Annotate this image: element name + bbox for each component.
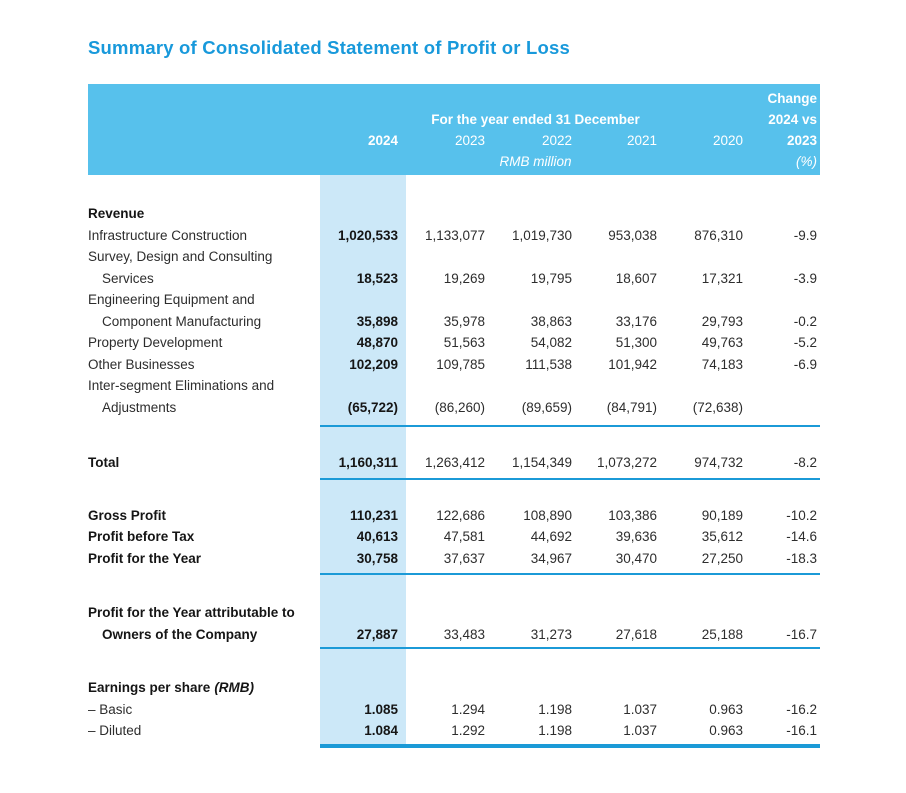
value-2023: 1.294 [451, 701, 485, 717]
divider-rule [320, 478, 820, 480]
header-period-label: For the year ended 31 December [431, 112, 640, 127]
value-2021: 1.037 [623, 701, 657, 717]
value-2023: 19,269 [443, 270, 485, 286]
value-2022: 108,890 [523, 507, 572, 523]
divider-rule [320, 647, 820, 649]
report-content [88, 0, 820, 748]
row-label: Total [88, 455, 120, 470]
value-2021: 101,942 [608, 356, 657, 372]
value-2021: 27,618 [615, 626, 657, 642]
table-row-profit-before-tax [88, 526, 820, 548]
value-2024: 1.084 [364, 723, 398, 738]
table-row-profit-attributable-owners [88, 602, 820, 645]
value-2020: 35,612 [701, 529, 743, 544]
value-2024: 30,758 [356, 550, 398, 566]
table-row-property-development [88, 332, 820, 354]
divider-rule [320, 573, 820, 575]
value-2023: 37,637 [443, 550, 485, 566]
header-change-sub: 2024 vs [768, 112, 817, 127]
value-change: -3.9 [793, 270, 817, 286]
value-2024: 40,613 [356, 529, 398, 544]
value-2023: 1.292 [451, 723, 485, 738]
value-2022: 1,154,349 [511, 455, 572, 470]
value-2022: (89,659) [521, 399, 572, 415]
value-2020: 25,188 [701, 626, 743, 642]
header-unit-label: RMB million [499, 154, 572, 169]
value-change: -16.7 [786, 626, 817, 642]
header-year-2022: 2022 [541, 133, 572, 148]
row-label: Earnings per share (RMB) [88, 680, 255, 695]
header-year-2023: 2023 [454, 133, 485, 148]
value-2024: 18,523 [356, 270, 398, 286]
value-2020: 974,732 [694, 455, 743, 470]
value-2024: 48,870 [356, 335, 398, 350]
table-row-section-revenue [88, 203, 820, 225]
row-label: Profit for the Year attributable to Owners of the Company [88, 605, 295, 642]
header-change-unit: (%) [796, 154, 817, 169]
table-row-other-businesses [88, 354, 820, 376]
table-row-profit-for-year [88, 548, 820, 570]
value-change: -16.1 [786, 723, 817, 738]
row-label: Gross Profit [88, 507, 167, 523]
value-2023: 47,581 [443, 529, 485, 544]
value-2023: 109,785 [436, 356, 485, 372]
value-2020: 27,250 [701, 550, 743, 566]
value-2022: 31,273 [530, 626, 572, 642]
header-year-2020: 2020 [712, 133, 743, 148]
table-row-infrastructure-construction [88, 225, 820, 247]
value-2023: 33,483 [443, 626, 485, 642]
table-row-intersegment-eliminations [88, 375, 820, 418]
value-2023: 1,133,077 [424, 227, 485, 243]
value-2022: 1,019,730 [511, 227, 572, 243]
value-2023: 1,263,412 [424, 455, 485, 470]
value-change: -9.9 [793, 227, 817, 243]
value-2024: 1,020,533 [337, 227, 398, 243]
value-2022: 44,692 [530, 529, 572, 544]
header-change-label: Change [767, 90, 817, 106]
value-2022: 19,795 [530, 270, 572, 286]
value-2023: 51,563 [443, 335, 485, 350]
value-2020: 876,310 [694, 227, 743, 243]
row-label: Revenue [88, 206, 145, 221]
rmb-suffix: (RMB) [214, 680, 255, 695]
value-2021: 103,386 [608, 507, 657, 523]
value-2021: 953,038 [608, 227, 657, 243]
table-row-engineering-equipment [88, 289, 820, 332]
row-label: Profit before Tax [88, 529, 195, 544]
value-2024: (65,722) [347, 399, 398, 415]
value-2021: 18,607 [615, 270, 657, 286]
value-2020: 29,793 [701, 313, 743, 329]
row-label: – Basic [88, 701, 133, 717]
table-header-band [88, 84, 820, 175]
value-2022: 1.198 [538, 701, 572, 717]
value-change: -16.2 [786, 701, 817, 717]
value-2022: 34,967 [530, 550, 572, 566]
value-2022: 38,863 [530, 313, 572, 329]
row-label: Infrastructure Construction [88, 227, 248, 243]
value-change: -5.2 [793, 335, 817, 350]
value-2021: 39,636 [615, 529, 657, 544]
row-label: – Diluted [88, 723, 142, 738]
value-2021: 51,300 [615, 335, 657, 350]
header-change-year: 2023 [786, 133, 817, 148]
value-2020: 49,763 [701, 335, 743, 350]
profit-loss-table [88, 175, 820, 748]
value-2020: (72,638) [692, 399, 743, 415]
value-change: -0.2 [793, 313, 817, 329]
value-change [751, 397, 820, 419]
value-change: -8.2 [793, 455, 817, 470]
value-change: -6.9 [793, 356, 817, 372]
header-year-2024: 2024 [367, 133, 398, 148]
row-label: Other Businesses [88, 356, 195, 372]
value-2024: 102,209 [349, 356, 398, 372]
value-2020: 0.963 [709, 701, 743, 717]
value-2020: 0.963 [709, 723, 743, 738]
table-row-gross-profit [88, 505, 820, 527]
value-2020: 17,321 [701, 270, 743, 286]
row-label: Engineering Equipment and Component Manufacturing [88, 292, 262, 329]
value-2022: 1.198 [538, 723, 572, 738]
table-row-total [88, 452, 820, 474]
value-2024: 1,160,311 [338, 455, 398, 470]
value-2024: 1.085 [364, 701, 398, 717]
table-row-survey-design-consulting [88, 246, 820, 289]
value-2022: 111,538 [525, 356, 572, 372]
value-2024: 110,231 [349, 507, 398, 523]
value-2023: 122,686 [436, 507, 485, 523]
row-label: Inter-segment Eliminations and Adjustments [88, 378, 275, 415]
value-change: -18.3 [786, 550, 817, 566]
value-2023: 35,978 [443, 313, 485, 329]
value-change: -14.6 [786, 529, 817, 544]
table-row-eps-diluted [88, 720, 820, 742]
table-row-section-earnings-per-share [88, 677, 820, 699]
value-2021: (84,791) [606, 399, 657, 415]
page-title: Summary of Consolidated Statement of Profit or Loss [88, 37, 571, 58]
value-2022: 54,082 [530, 335, 572, 350]
value-2021: 1.037 [623, 723, 657, 738]
value-2021: 33,176 [615, 313, 657, 329]
value-2024: 35,898 [356, 313, 398, 329]
row-label: Profit for the Year [88, 550, 202, 566]
table-row-eps-basic [88, 699, 820, 721]
value-2023: (86,260) [434, 399, 485, 415]
value-2024: 27,887 [356, 626, 398, 642]
divider-rule [320, 425, 820, 427]
row-label: Survey, Design and Consulting Services [88, 249, 273, 286]
value-2021: 30,470 [615, 550, 657, 566]
bottom-rule [320, 744, 820, 748]
value-2021: 1,073,272 [596, 455, 657, 470]
value-2020: 90,189 [701, 507, 743, 523]
value-change: -10.2 [786, 507, 817, 523]
row-label: Property Development [88, 335, 223, 350]
value-2020: 74,183 [701, 356, 743, 372]
header-year-2021: 2021 [626, 133, 657, 148]
